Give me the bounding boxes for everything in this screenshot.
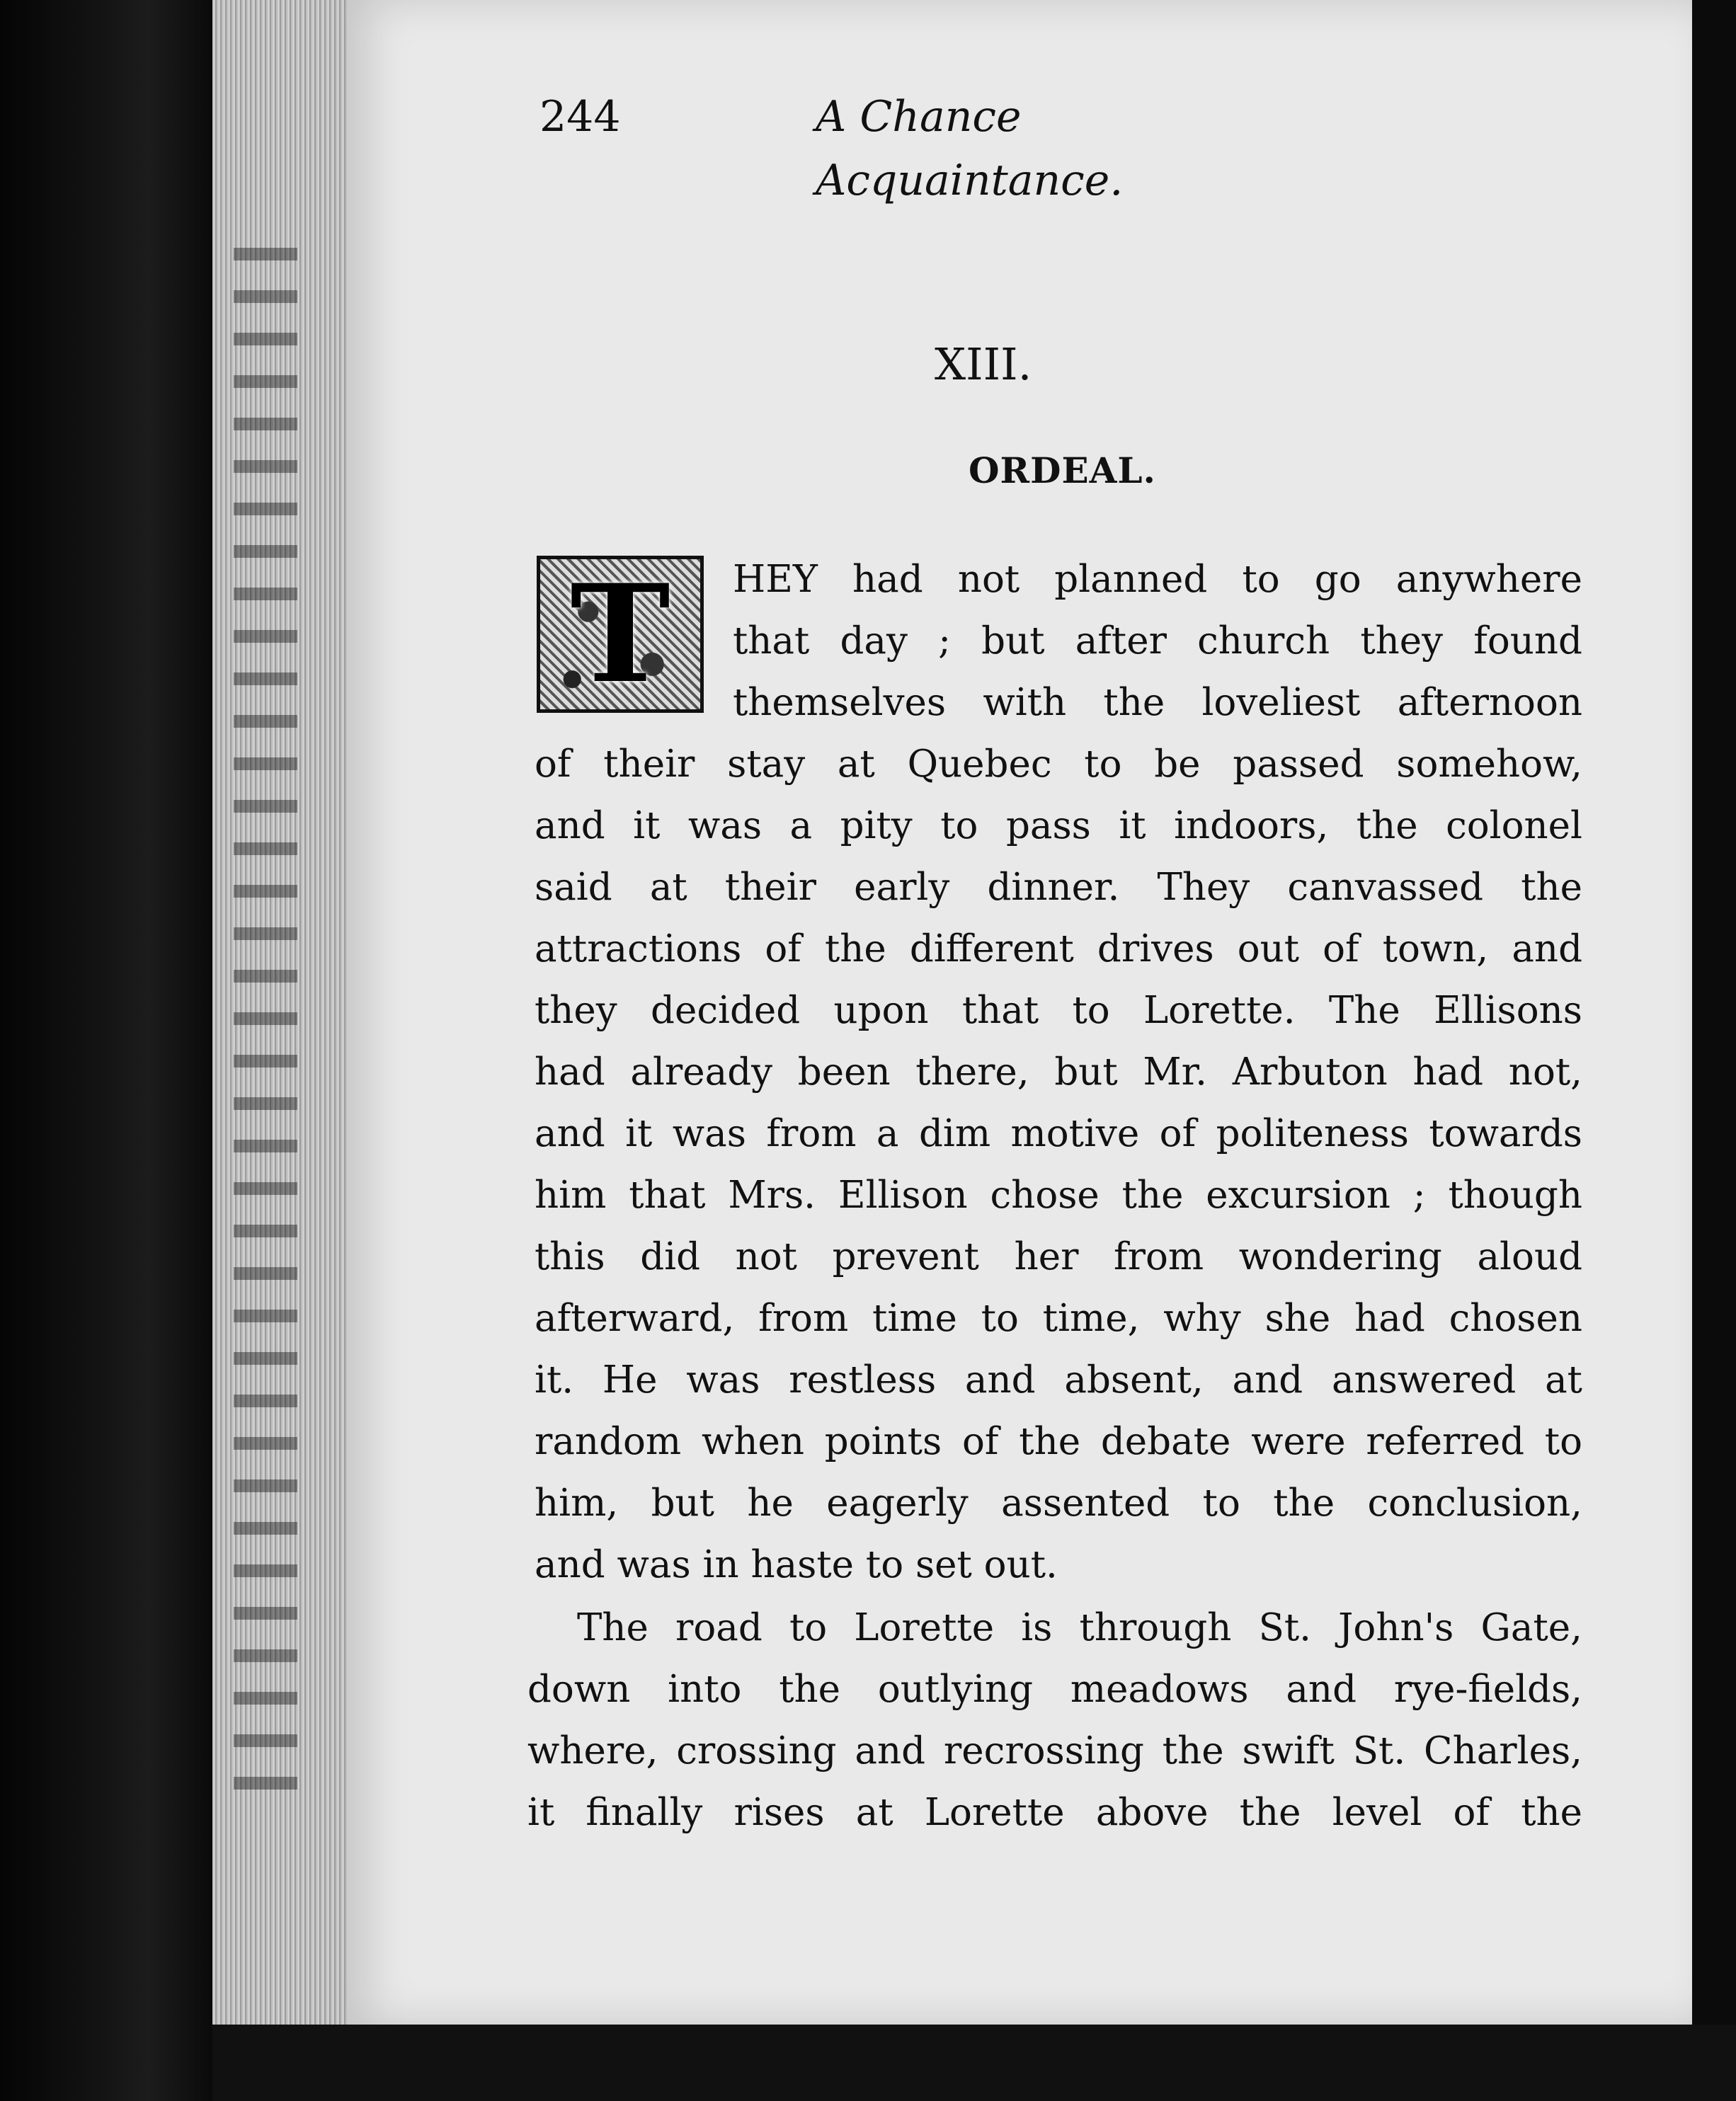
text-line: attractions of the different drives out of town, and	[535, 927, 1582, 971]
text-line: and it was a pity to pass it indoors, the colonel	[535, 804, 1582, 847]
right-page-edge	[1692, 0, 1736, 2101]
bottom-edge	[212, 2025, 1736, 2101]
text-line: they decided upon that to Lorette. The Ellisons	[535, 989, 1582, 1032]
text-line: where, crossing and recrossing the swift St. Charles,	[527, 1729, 1582, 1773]
text-line: that day ; but after church they found	[733, 619, 1582, 663]
text-line: random when points of the debate were referred to	[535, 1420, 1582, 1463]
running-title: A Chance Acquaintance.	[816, 92, 1124, 205]
text-line: The road to Lorette is through St. John's Gate,	[577, 1606, 1582, 1649]
page-edge-marks	[234, 248, 297, 1805]
drop-cap-letter: T	[570, 555, 670, 713]
text-line: this did not prevent her from wondering aloud	[535, 1235, 1582, 1278]
text-line-last: and was in haste to set out.	[535, 1543, 1058, 1586]
text-line: down into the outlying meadows and rye-fields,	[527, 1668, 1582, 1711]
ornamental-drop-cap	[537, 556, 704, 713]
text-line: had already been there, but Mr. Arbuton had not,	[535, 1050, 1582, 1094]
chapter-title: ORDEAL.	[969, 450, 1156, 491]
text-line: HEY had not planned to go anywhere	[733, 558, 1582, 601]
text-line: him, but he eagerly assented to the conclusion,	[535, 1482, 1582, 1525]
text-line: themselves with the loveliest afternoon	[733, 681, 1582, 724]
text-line: of their stay at Quebec to be passed somehow,	[535, 743, 1582, 786]
text-line: and it was from a dim motive of politeness towards	[535, 1112, 1582, 1155]
page-number: 244	[539, 92, 621, 142]
text-line: it. He was restless and absent, and answered at	[535, 1358, 1582, 1402]
text-line: afterward, from time to time, why she had chosen	[535, 1297, 1582, 1340]
book-binding	[0, 0, 212, 2101]
text-line: it finally rises at Lorette above the level of the	[527, 1791, 1582, 1834]
text-line: said at their early dinner. They canvassed the	[535, 866, 1582, 909]
running-head	[539, 85, 1318, 205]
text-line: him that Mrs. Ellison chose the excursion ; though	[535, 1174, 1582, 1217]
chapter-number: XIII.	[935, 338, 1032, 390]
